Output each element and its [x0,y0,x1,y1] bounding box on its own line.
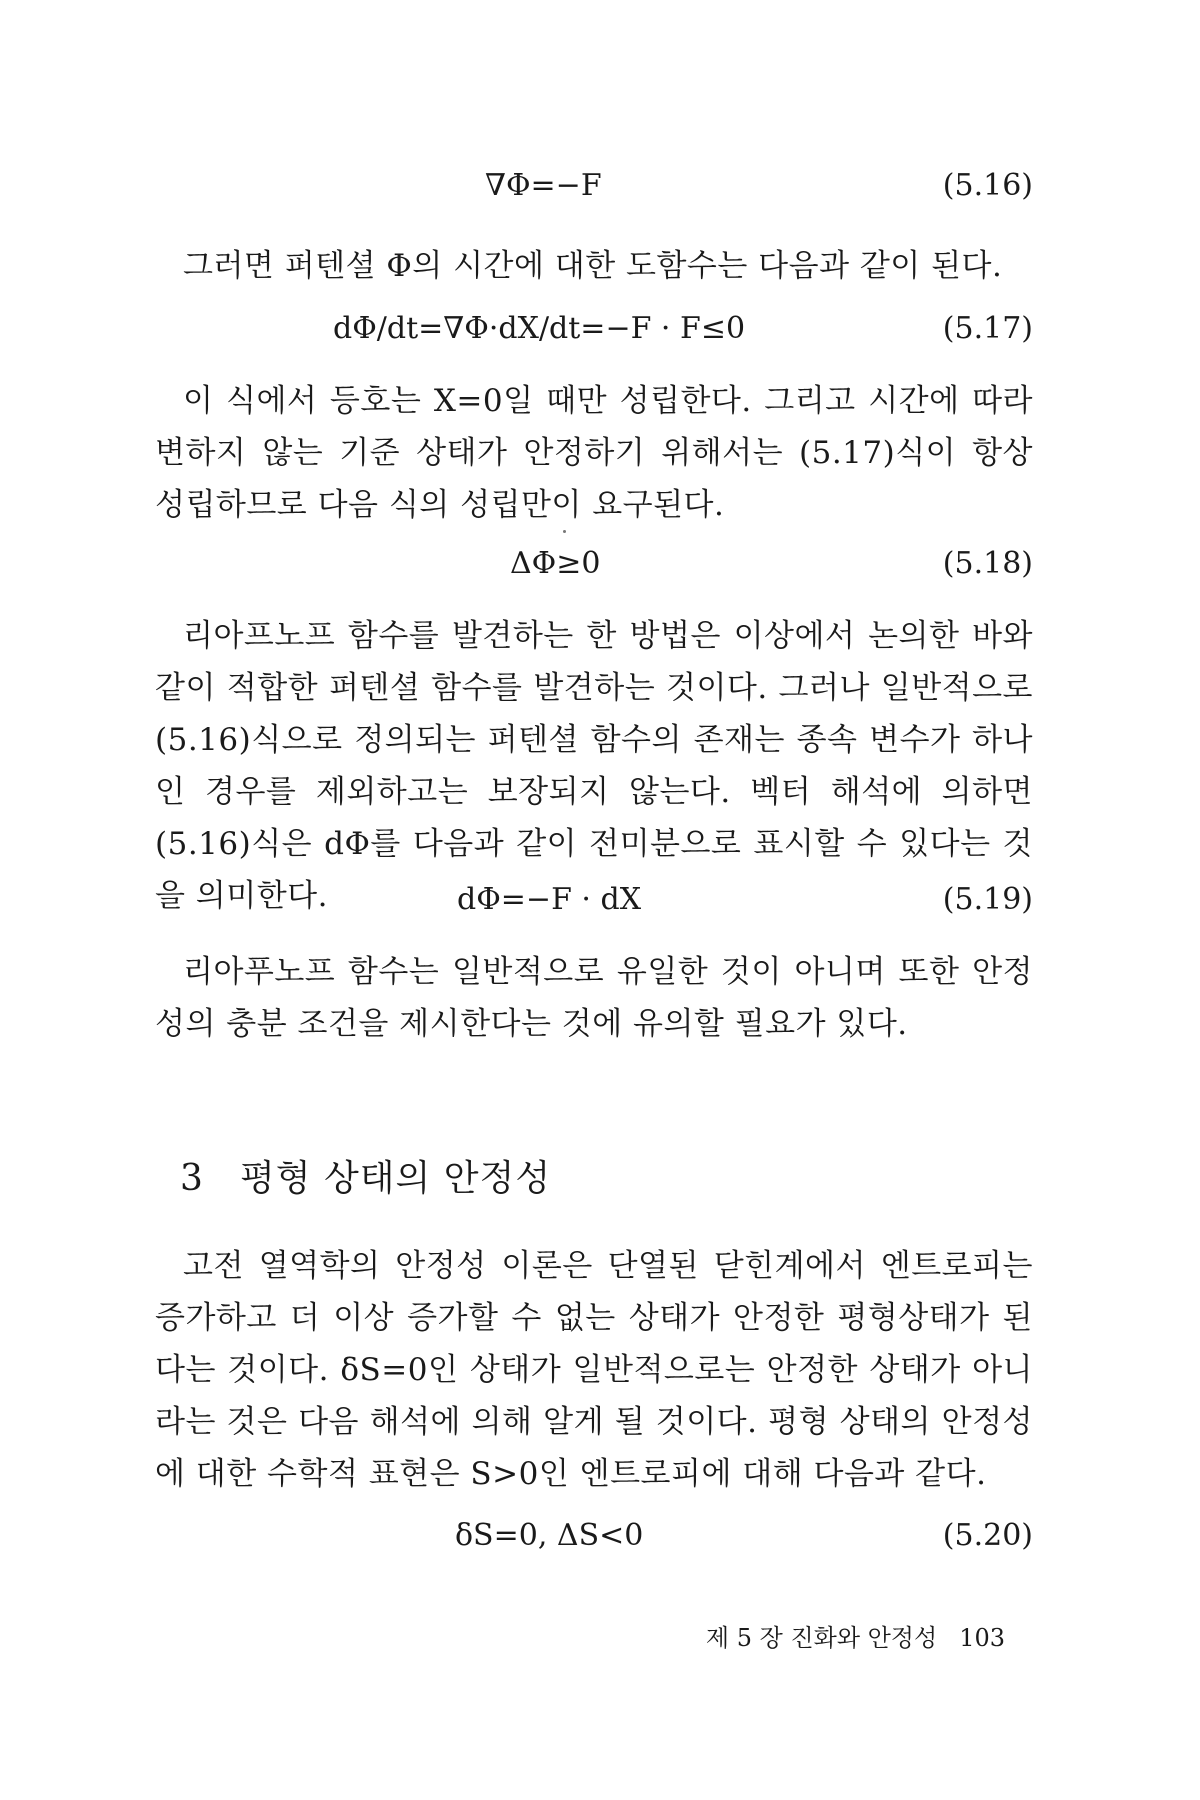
page-number: 103 [959,1624,1005,1652]
section-number: 3 [180,1158,204,1199]
paragraph-text: 리아푸노프 함수는 일반적으로 유일한 것이 아니며 또한 안정성의 충분 조건을 제시한다는 것에 유의할 필요가 있다. [155,954,1033,1042]
paragraph-4 [155,946,1033,1050]
equation-expression: dΦ/dt=∇Φ·dX/dt=−F · F≤0 [333,311,746,346]
equation-5-18 [155,546,1033,596]
paragraph-1 [155,240,1033,292]
equation-number: (5.18) [942,546,1033,581]
section-title: 평형 상태의 안정성 [240,1158,552,1199]
equation-expression: ∇Φ=−F [485,168,602,203]
paragraph-text: 리아프노프 함수를 발견하는 한 방법은 이상에서 논의한 바와 같이 적합한 퍼텐셜 함수를 발견하는 것이다. 그러나 일반적으로 (5.16)식으로 정의되는 퍼텐셜 함수의 존재는 종속 변수가 하나인 경우를 제외하고는 보장되지 않는다. 벡터 해석에 의하면 (5.16)식은 dΦ를 다음과 같이 전미분으로 표시할 수 있다는 것을 의미한다. [155,618,1033,914]
equation-expression: dΦ=−F · dX [457,882,642,917]
chapter-title: 제 5 장 진화와 안정성 [705,1624,938,1652]
paragraph-2 [155,375,1033,531]
equation-number: (5.17) [942,311,1033,346]
equation-5-19 [155,882,1033,932]
paragraph-3 [155,610,1033,922]
paragraph-text: 그러면 퍼텐셜 Φ의 시간에 대한 도함수는 다음과 같이 된다. [183,248,1003,284]
scan-speck [563,530,566,533]
equation-expression: δS=0, ΔS<0 [455,1518,644,1553]
paragraph-5 [155,1240,1033,1500]
paragraph-text: 고전 열역학의 안정성 이론은 단열된 닫힌계에서 엔트로피는 증가하고 더 이상 증가할 수 없는 상태가 안정한 평형상태가 된다는 것이다. δS=0인 상태가 일반적으로는 안정한 상태가 아니라는 것은 다음 해석에 의해 알게 될 것이다. 평형 상태의 안정성에 대한 수학적 표현은 S>0인 엔트로피에 대해 다음과 같다. [155,1248,1033,1492]
equation-number: (5.19) [942,882,1033,917]
page-footer [706,1618,1005,1653]
equation-number: (5.16) [942,168,1033,203]
equation-number: (5.20) [942,1518,1033,1553]
equation-5-16 [155,168,1033,218]
equation-5-17 [155,311,1033,361]
equation-5-20 [155,1518,1033,1568]
equation-expression: ΔΦ≥0 [510,546,601,581]
paragraph-text: 이 식에서 등호는 X=0일 때만 성립한다. 그리고 시간에 따라 변하지 않는 기준 상태가 안정하기 위해서는 (5.17)식이 항상 성립하므로 다음 식의 성립만이 요구된다. [155,383,1033,523]
section-heading [180,1150,551,1201]
